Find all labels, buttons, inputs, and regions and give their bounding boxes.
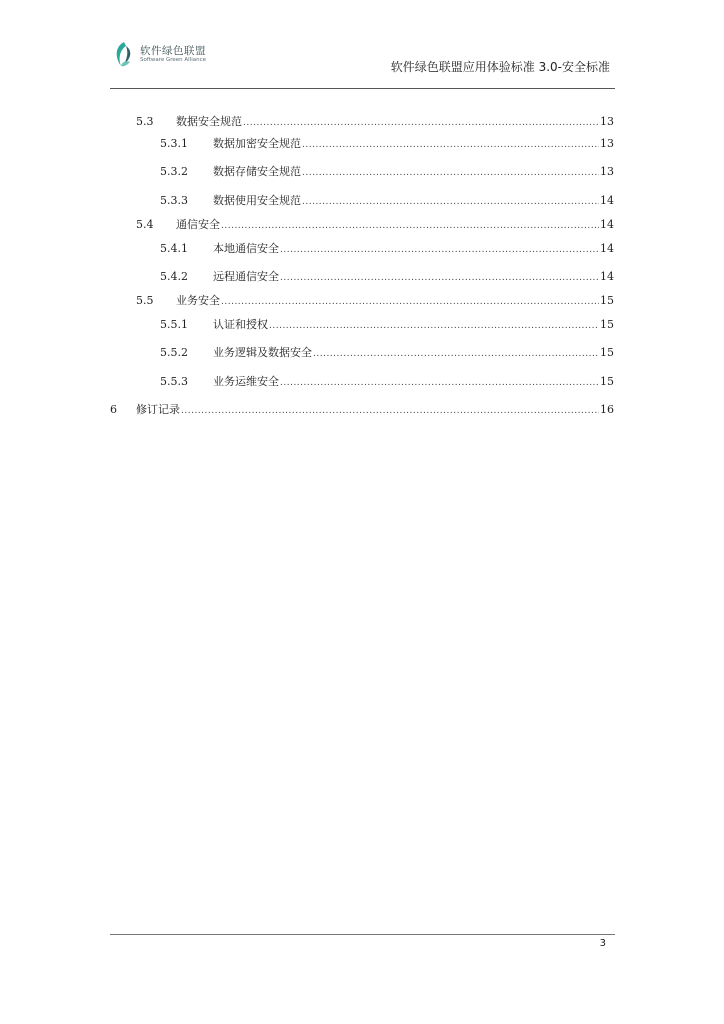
toc-label: 业务安全	[176, 294, 220, 307]
toc-leader	[313, 349, 599, 359]
toc-number: 5.5	[136, 294, 154, 307]
toc-label: 数据使用安全规范	[213, 194, 301, 207]
toc-entry[interactable]	[160, 135, 614, 151]
toc-number: 5.3	[136, 115, 154, 128]
toc-number: 5.4.2	[160, 270, 188, 283]
alliance-logo	[112, 40, 222, 70]
logo-chinese-text: 软件绿色联盟	[140, 45, 206, 57]
toc-number: 5.5.2	[160, 346, 188, 359]
header-divider	[110, 88, 615, 89]
toc-page: 15	[600, 346, 614, 359]
toc-page: 13	[600, 165, 614, 178]
toc-number: 6	[110, 403, 117, 416]
toc-number: 5.3.1	[160, 137, 188, 150]
page-header	[0, 0, 724, 92]
toc-entry[interactable]	[160, 316, 614, 332]
toc-leader	[269, 321, 599, 331]
toc-page: 14	[600, 194, 614, 207]
page-number: 3	[599, 938, 606, 949]
toc-entry[interactable]	[160, 373, 614, 389]
logo-english-text: Software Green Alliance	[140, 57, 207, 63]
toc-label: 数据加密安全规范	[213, 137, 301, 150]
toc-number: 5.3.2	[160, 165, 188, 178]
document-title: 软件绿色联盟应用体验标准 3.0-安全标准	[390, 60, 610, 74]
toc-leader	[302, 197, 599, 207]
toc-label: 修订记录	[136, 403, 180, 416]
toc-number: 5.5.1	[160, 318, 188, 331]
toc-label: 认证和授权	[213, 318, 268, 331]
toc-number: 5.4	[136, 218, 154, 231]
toc-leader	[302, 140, 599, 150]
toc-label: 数据安全规范	[176, 115, 242, 128]
toc-page: 15	[600, 375, 614, 388]
toc-leader	[302, 168, 599, 178]
footer-divider	[110, 934, 615, 935]
leaf-logo-icon	[112, 40, 136, 70]
toc-entry[interactable]	[136, 113, 614, 129]
toc-page: 14	[600, 218, 614, 231]
toc-label: 业务运维安全	[213, 375, 279, 388]
toc-number: 5.4.1	[160, 242, 188, 255]
toc-entry[interactable]	[160, 268, 614, 284]
toc-label: 通信安全	[176, 218, 220, 231]
toc-leader	[280, 273, 599, 283]
toc-entry[interactable]	[160, 344, 614, 360]
toc-page: 13	[600, 115, 614, 128]
toc-entry[interactable]	[160, 240, 614, 256]
toc-page: 16	[600, 403, 614, 416]
toc-entry[interactable]	[136, 216, 614, 232]
toc-leader	[280, 378, 599, 388]
toc-entry[interactable]	[160, 192, 614, 208]
toc-leader	[280, 245, 599, 255]
toc-leader	[221, 221, 599, 231]
toc-label: 数据存储安全规范	[213, 165, 301, 178]
toc-entry[interactable]	[110, 401, 614, 417]
toc-entry[interactable]	[160, 163, 614, 179]
toc-page: 15	[600, 294, 614, 307]
toc-page: 14	[600, 270, 614, 283]
toc-leader	[181, 406, 599, 416]
toc-label: 远程通信安全	[213, 270, 279, 283]
toc-number: 5.5.3	[160, 375, 188, 388]
toc-leader	[221, 297, 599, 307]
toc-page: 13	[600, 137, 614, 150]
toc-label: 本地通信安全	[213, 242, 279, 255]
toc-page: 14	[600, 242, 614, 255]
toc-number: 5.3.3	[160, 194, 188, 207]
toc-page: 15	[600, 318, 614, 331]
toc-leader	[243, 118, 599, 128]
toc-label: 业务逻辑及数据安全	[213, 346, 312, 359]
toc-entry[interactable]	[136, 292, 614, 308]
